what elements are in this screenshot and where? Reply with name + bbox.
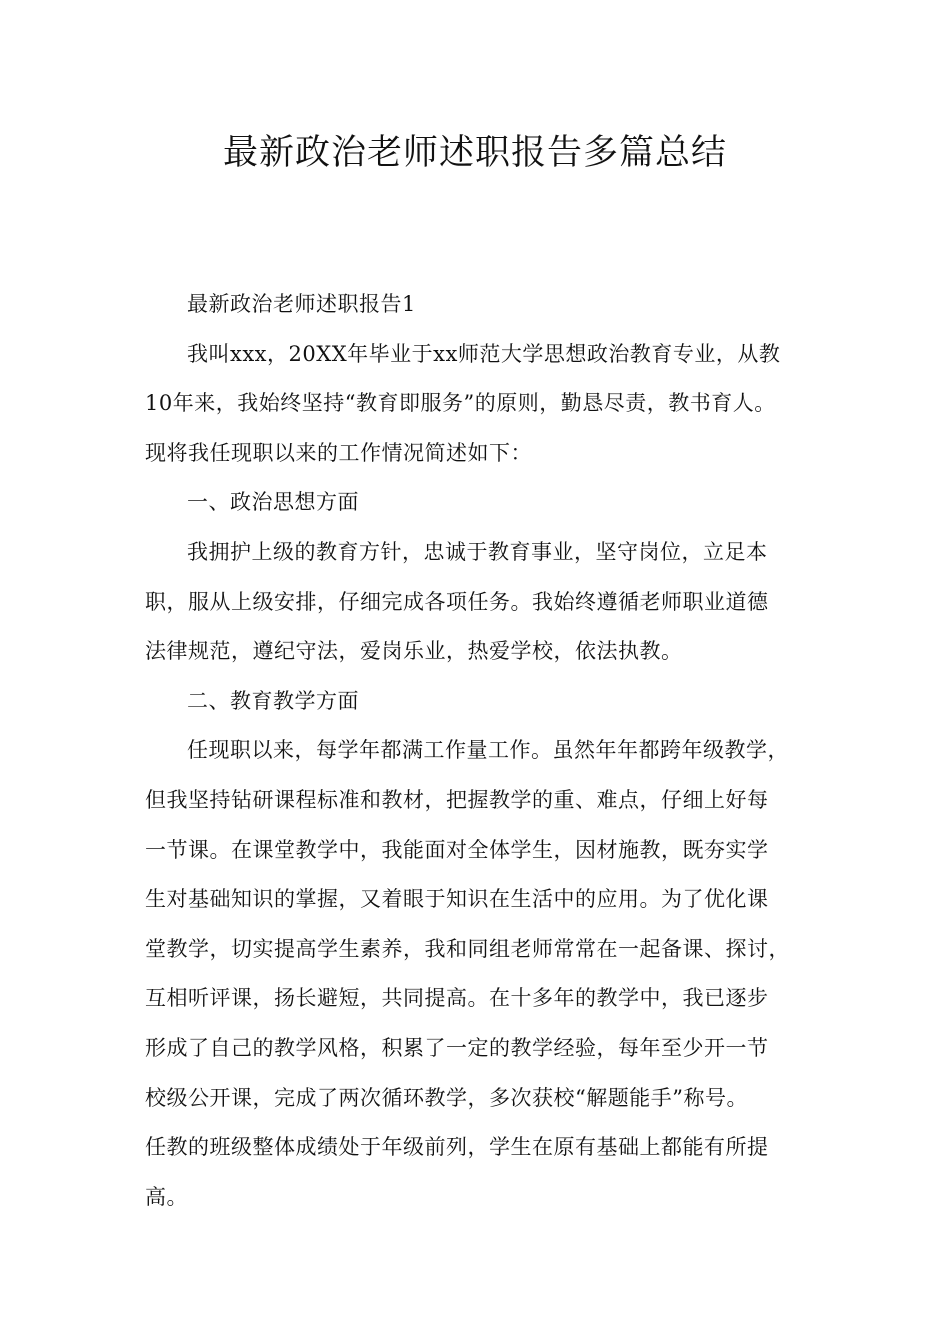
section-heading-report-1: 最新政治老师述职报告1	[187, 292, 416, 316]
document-body	[145, 280, 813, 1222]
section-heading-political-thought: 一、政治思想方面	[187, 490, 359, 515]
paragraph-teaching: 任现职以来，每学年都满工作量工作。虽然年年都跨年级教学， 但我坚持钻研课程标准和教材，把握教学的重、难点，仔细上好每 一节课。在课堂教学中，我能面对全体学生，因材施教，既夯实学 生对基础知识的掌握，又着眼于知识在生活中的应用。为了优化课 堂教学，切实提高学生素养，我和同组老师常常在一起备课、探讨， 互相听评课，扬长避短，共同提高。在十多年的教学中，我已逐步 形成了自己的教学风格，积累了一定的教学经验，每年至少开一节 校级公开课，完成了两次循环教学，多次获校“解题能手”称号。 任教的班级整体成绩处于年级前列，学生在原有基础上都能有所提 高。	[145, 738, 790, 1209]
paragraph-political-thought: 我拥护上级的教育方针，忠诚于教育事业，坚守岗位，立足本 职，服从上级安排，仔细完成各项任务。我始终遵循老师职业道德 法律规范，遵纪守法，爱岗乐业，热爱学校，依法执教。	[145, 539, 769, 664]
document-title: 最新政治老师述职报告多篇总结	[222, 133, 727, 173]
section-heading-teaching: 二、教育教学方面	[187, 688, 359, 713]
paragraph-introduction: 我叫xxx，20XX年毕业于xx师范大学思想政治教育专业，从教 10年来，我始终坚持“教育即服务”的原则，勤恳尽责，教书育人。 现将我任现职以来的工作情况简述如下：	[145, 341, 781, 465]
